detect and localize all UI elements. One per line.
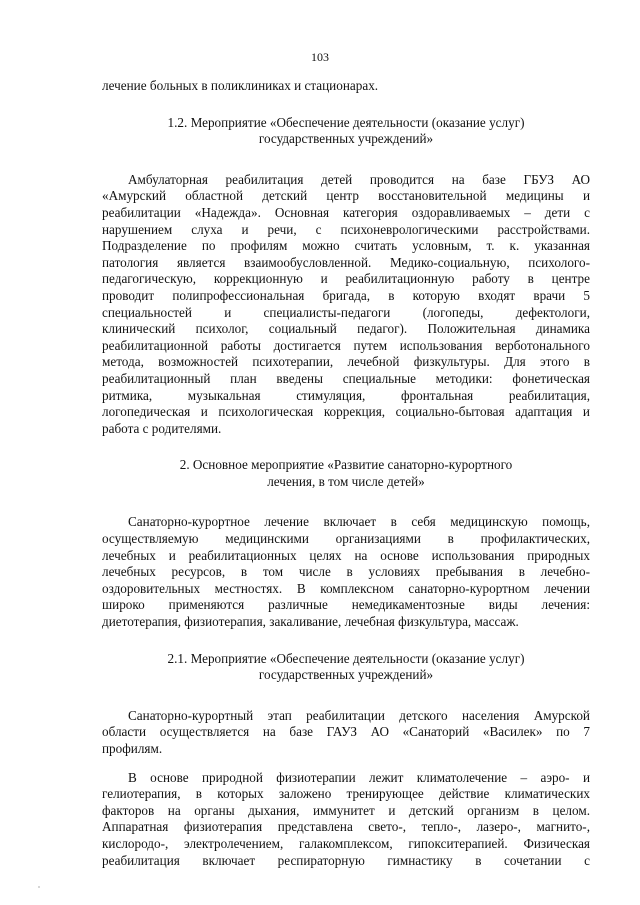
paragraph-line: реабилитации «Надежда». Основная категория оздоравливаемых – дети с <box>102 204 590 220</box>
section-2-1-paragraph-1 <box>102 708 590 758</box>
document-body <box>102 78 590 869</box>
paragraph-line: реабилитация включает респираторную гимнастику в сочетании с <box>102 852 590 868</box>
heading-line: 2. Основное мероприятие «Развитие санаторно-курортного <box>179 457 513 473</box>
paragraph-line: «Амурский областной детский центр восстановительной медицины и <box>102 188 590 204</box>
paragraph-line: педагогическую, коррекционную и реабилитационную работу в центре <box>102 271 590 287</box>
paragraph-line: нарушением слуха и речи, с психоневрологическими расстройствами. <box>102 221 590 237</box>
heading-line: государственных учреждений» <box>258 131 434 147</box>
heading-line: 1.2. Мероприятие «Обеспечение деятельности (оказание услуг) <box>167 114 525 130</box>
heading-line: 2.1. Мероприятие «Обеспечение деятельности (оказание услуг) <box>167 650 525 666</box>
page-number: 103 <box>311 50 329 64</box>
paragraph-line: осуществляемую медицинскими организациями в профилактических, <box>102 531 590 547</box>
paragraph-line: области осуществляется на базе ГАУЗ АО «Санаторий «Василек» по 7 <box>102 724 590 740</box>
paragraph-line: ритмика, музыкальная стимуляция, фронтальная реабилитация, <box>102 387 590 403</box>
paragraph-line: широко применяются различные немедикаментозные виды лечения: <box>102 597 590 613</box>
paragraph-line: гелиотерапия, в которых заложено тренирующее действие климатических <box>102 786 590 802</box>
paragraph-line: В основе природной физиотерапии лежит климатолечение – аэро- и <box>128 769 590 785</box>
paragraph-line: профилям. <box>102 741 163 756</box>
section-1-2-paragraph <box>102 172 590 438</box>
paragraph-line: Аппаратная физиотерапия представлена свето-, тепло-, лазеро-, магнито-, <box>102 819 590 835</box>
paragraph-line: оздоровительных местностях. В комплексном санаторно-курортном лечении <box>102 580 590 596</box>
paragraph-line: метода, возможностей психотерапии, лечебной физкультуры. Для этого в <box>102 354 590 370</box>
section-2-1-heading <box>102 651 590 684</box>
paragraph-line: работа с родителями. <box>102 420 222 436</box>
section-2-heading <box>102 457 590 490</box>
paragraph-line: Амбулаторная реабилитация детей проводится на базе ГБУЗ АО <box>128 171 590 187</box>
paragraph-line: Подразделение по профилям можно считать условным, т. к. указанная <box>102 238 590 254</box>
paragraph-line: Санаторно-курортное лечение включает в себя медицинскую помощь, <box>128 514 590 530</box>
paragraph-line: кислородо-, электролечением, галакомплексом, гипокситерапией. Физическая <box>102 835 590 851</box>
paragraph-line: Санаторно-курортный этап реабилитации детского населения Амурской <box>128 707 590 723</box>
paragraph-line: реабилитационной работы достигается путем использования верботонального <box>102 337 590 353</box>
paragraph-line: специальностей и специалисты-педагоги (логопеды, дефектологи, <box>102 304 590 320</box>
paragraph-line: проводит полипрофессиональная бригада, в которую входят врачи 5 <box>102 287 590 303</box>
paragraph-line: лечебных ресурсов, в том числе в условиях пребывания в лечебно- <box>102 564 590 580</box>
section-2-paragraph <box>102 514 590 630</box>
heading-line: лечения, в том числе детей» <box>267 473 425 489</box>
section-1-2-heading <box>102 115 590 148</box>
paragraph-line: логопедическая и психологическая коррекция, социально-бытовая адаптация и <box>102 404 590 420</box>
paragraph-line: клинический психолог, социальный педагог). Положительная динамика <box>102 321 590 337</box>
intro-line: лечение больных в поликлиниках и стационарах. <box>102 78 379 93</box>
section-2-1-paragraph-2 <box>102 770 590 870</box>
paragraph-line: реабилитационный план введены специальные методики: фонетическая <box>102 370 590 386</box>
paragraph-line: патология является взаимообусловленной. Медико-социальную, психолого- <box>102 254 590 270</box>
scan-dot <box>38 886 40 888</box>
paragraph-line: лечебных и реабилитационных целях на основе использования природных <box>102 547 590 563</box>
paragraph-line: факторов на органы дыхания, иммунитет и детский организм в целом. <box>102 802 590 818</box>
heading-line: государственных учреждений» <box>258 667 434 683</box>
paragraph-line: диетотерапия, физиотерапия, закаливание, лечебная физкультура, массаж. <box>102 614 519 630</box>
